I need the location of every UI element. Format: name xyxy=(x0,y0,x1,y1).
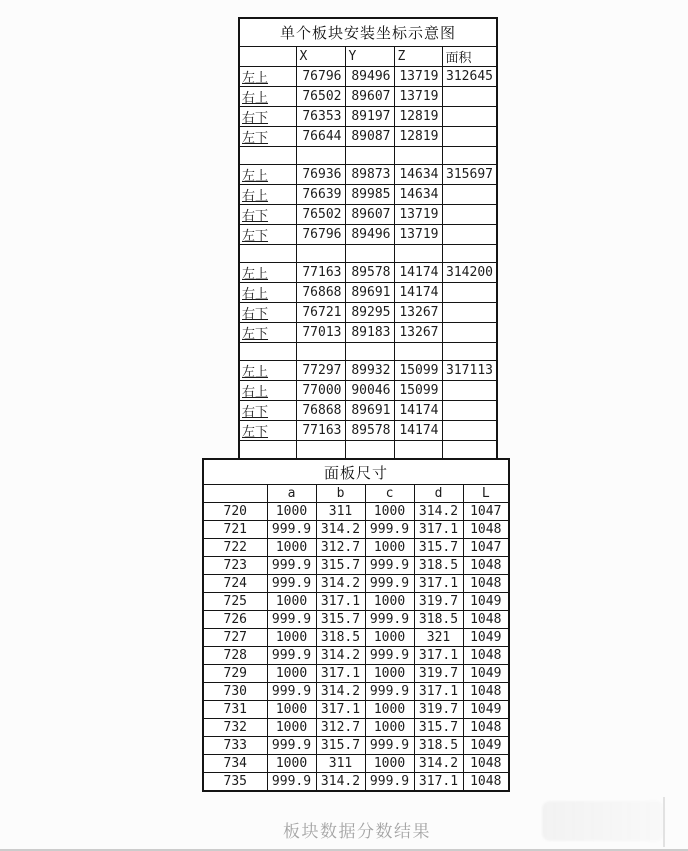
empty-cell xyxy=(394,245,442,263)
coord-x: 76868 xyxy=(296,401,345,421)
coord-z: 14174 xyxy=(394,401,442,421)
panel-d: 317.1 xyxy=(414,773,463,791)
panel-row xyxy=(203,719,509,737)
corner-label: 右上 xyxy=(239,381,296,401)
panel-b: 318.5 xyxy=(316,629,365,647)
panel-id: 726 xyxy=(203,611,267,629)
panel-d: 315.7 xyxy=(414,719,463,737)
panel-c: 1000 xyxy=(365,503,414,521)
coord-z: 14634 xyxy=(394,185,442,205)
panel-id: 724 xyxy=(203,575,267,593)
coord-x: 77297 xyxy=(296,361,345,381)
empty-cell xyxy=(345,147,394,165)
coord-row xyxy=(239,165,497,185)
panel-d: 318.5 xyxy=(414,611,463,629)
panel-d: 318.5 xyxy=(414,557,463,575)
panel-c: 999.9 xyxy=(365,683,414,701)
panel-a: 999.9 xyxy=(267,737,316,755)
coord-row xyxy=(239,303,497,323)
coord-y: 89691 xyxy=(345,283,394,303)
panel-a: 999.9 xyxy=(267,521,316,539)
panel-a: 1000 xyxy=(267,719,316,737)
panel-b: 314.2 xyxy=(316,683,365,701)
empty-cell xyxy=(296,441,345,460)
panel-c: 1000 xyxy=(365,665,414,683)
panel-L: 1048 xyxy=(463,755,509,773)
coord-y: 89873 xyxy=(345,165,394,185)
panel-b: 317.1 xyxy=(316,665,365,683)
empty-cell xyxy=(442,245,497,263)
empty-cell xyxy=(239,147,296,165)
panel-row xyxy=(203,629,509,647)
coord-x: 77163 xyxy=(296,421,345,441)
panel-L: 1049 xyxy=(463,665,509,683)
panel-id: 732 xyxy=(203,719,267,737)
empty-cell xyxy=(345,245,394,263)
panel-id: 731 xyxy=(203,701,267,719)
panel-d: 314.2 xyxy=(414,503,463,521)
coord-y: 89578 xyxy=(345,263,394,283)
coord-x: 76502 xyxy=(296,205,345,225)
coord-z: 12819 xyxy=(394,127,442,147)
panel-row xyxy=(203,611,509,629)
coord-area xyxy=(442,421,497,441)
corner-label: 右上 xyxy=(239,185,296,205)
coord-row xyxy=(239,401,497,421)
panel-b: 314.2 xyxy=(316,773,365,791)
panel-a: 999.9 xyxy=(267,557,316,575)
panel-a: 999.9 xyxy=(267,611,316,629)
coord-row xyxy=(239,67,497,87)
panel-id: 728 xyxy=(203,647,267,665)
panel-d: 315.7 xyxy=(414,539,463,557)
panel-L: 1048 xyxy=(463,773,509,791)
coord-row xyxy=(239,421,497,441)
page-caption: 板块数据分数结果 xyxy=(283,822,431,842)
panel-b: 315.7 xyxy=(316,737,365,755)
coord-y: 90046 xyxy=(345,381,394,401)
coord-table-grid xyxy=(238,17,498,460)
panel-d: 321 xyxy=(414,629,463,647)
panel-L: 1048 xyxy=(463,611,509,629)
panel-L: 1049 xyxy=(463,629,509,647)
coord-area: 317113 xyxy=(442,361,497,381)
coord-y: 89087 xyxy=(345,127,394,147)
panel-row xyxy=(203,701,509,719)
coord-z: 15099 xyxy=(394,381,442,401)
coord-col-header-面积: 面积 xyxy=(442,47,497,67)
coord-y: 89496 xyxy=(345,67,394,87)
panel-row xyxy=(203,593,509,611)
panel-L: 1048 xyxy=(463,575,509,593)
corner-label: 左下 xyxy=(239,127,296,147)
panel-a: 1000 xyxy=(267,755,316,773)
coord-y: 89295 xyxy=(345,303,394,323)
panel-d: 314.2 xyxy=(414,755,463,773)
panel-row xyxy=(203,539,509,557)
coord-y: 89496 xyxy=(345,225,394,245)
panel-a: 999.9 xyxy=(267,773,316,791)
coord-y: 89932 xyxy=(345,361,394,381)
coord-row xyxy=(239,127,497,147)
coord-x: 77013 xyxy=(296,323,345,343)
panel-b: 311 xyxy=(316,755,365,773)
coord-table xyxy=(238,17,498,460)
coord-area: 315697 xyxy=(442,165,497,185)
panel-row xyxy=(203,557,509,575)
coord-z: 13719 xyxy=(394,205,442,225)
panel-a: 999.9 xyxy=(267,647,316,665)
coord-table-title: 单个板块安装坐标示意图 xyxy=(239,18,497,47)
panel-c: 1000 xyxy=(365,539,414,557)
panel-a: 999.9 xyxy=(267,683,316,701)
panel-L: 1048 xyxy=(463,683,509,701)
panel-col-header-L: L xyxy=(463,485,509,503)
panel-b: 314.2 xyxy=(316,521,365,539)
coord-row xyxy=(239,185,497,205)
coord-area xyxy=(442,323,497,343)
empty-cell xyxy=(442,441,497,460)
panel-id: 721 xyxy=(203,521,267,539)
panel-c: 1000 xyxy=(365,755,414,773)
empty-cell xyxy=(394,343,442,361)
coord-x: 76353 xyxy=(296,107,345,127)
coord-z: 13719 xyxy=(394,87,442,107)
panel-c: 1000 xyxy=(365,719,414,737)
coord-z: 13267 xyxy=(394,323,442,343)
coord-row xyxy=(239,107,497,127)
panel-b: 317.1 xyxy=(316,593,365,611)
panel-id: 733 xyxy=(203,737,267,755)
panel-id: 722 xyxy=(203,539,267,557)
panel-id: 734 xyxy=(203,755,267,773)
coord-row xyxy=(239,205,497,225)
panel-row xyxy=(203,575,509,593)
corner-label: 左上 xyxy=(239,67,296,87)
watermark-divider xyxy=(663,797,665,847)
panel-d: 317.1 xyxy=(414,683,463,701)
coord-row xyxy=(239,283,497,303)
empty-cell xyxy=(394,441,442,460)
empty-cell xyxy=(239,441,296,460)
panel-d: 317.1 xyxy=(414,575,463,593)
panel-L: 1049 xyxy=(463,701,509,719)
panel-table-header-row xyxy=(203,485,509,503)
watermark-logo xyxy=(542,801,664,841)
coord-x: 76796 xyxy=(296,225,345,245)
corner-label: 左上 xyxy=(239,263,296,283)
spacer-row xyxy=(239,343,497,361)
coord-z: 15099 xyxy=(394,361,442,381)
panel-c: 1000 xyxy=(365,593,414,611)
empty-cell xyxy=(394,147,442,165)
coord-col-header-blank xyxy=(239,47,296,67)
coord-y: 89985 xyxy=(345,185,394,205)
panel-c: 999.9 xyxy=(365,773,414,791)
coord-area xyxy=(442,225,497,245)
coord-area xyxy=(442,185,497,205)
panel-row xyxy=(203,773,509,791)
coord-area: 314200 xyxy=(442,263,497,283)
panel-col-header-a: a xyxy=(267,485,316,503)
coord-z: 14174 xyxy=(394,283,442,303)
corner-label: 右上 xyxy=(239,283,296,303)
coord-x: 77000 xyxy=(296,381,345,401)
coord-z: 14634 xyxy=(394,165,442,185)
spacer-row xyxy=(239,441,497,460)
panel-id: 723 xyxy=(203,557,267,575)
panel-col-header-b: b xyxy=(316,485,365,503)
spacer-row xyxy=(239,147,497,165)
panel-L: 1047 xyxy=(463,503,509,521)
coord-area xyxy=(442,381,497,401)
corner-label: 左上 xyxy=(239,361,296,381)
coord-x: 76721 xyxy=(296,303,345,323)
panel-row xyxy=(203,503,509,521)
panel-c: 1000 xyxy=(365,629,414,647)
coord-row xyxy=(239,263,497,283)
panel-L: 1048 xyxy=(463,719,509,737)
coord-row xyxy=(239,381,497,401)
panel-c: 1000 xyxy=(365,701,414,719)
coord-area: 312645 xyxy=(442,67,497,87)
panel-id: 720 xyxy=(203,503,267,521)
coord-area xyxy=(442,127,497,147)
panel-d: 317.1 xyxy=(414,647,463,665)
coord-area xyxy=(442,303,497,323)
coord-x: 76639 xyxy=(296,185,345,205)
panel-c: 999.9 xyxy=(365,737,414,755)
coord-y: 89197 xyxy=(345,107,394,127)
panel-row xyxy=(203,755,509,773)
coord-z: 14174 xyxy=(394,421,442,441)
panel-c: 999.9 xyxy=(365,575,414,593)
coord-area xyxy=(442,283,497,303)
empty-cell xyxy=(345,441,394,460)
panel-c: 999.9 xyxy=(365,611,414,629)
corner-label: 左下 xyxy=(239,421,296,441)
panel-d: 318.5 xyxy=(414,737,463,755)
coord-area xyxy=(442,107,497,127)
coord-row xyxy=(239,87,497,107)
corner-label: 左下 xyxy=(239,225,296,245)
panel-row xyxy=(203,683,509,701)
coord-x: 76644 xyxy=(296,127,345,147)
panel-a: 1000 xyxy=(267,593,316,611)
empty-cell xyxy=(442,343,497,361)
panel-b: 315.7 xyxy=(316,557,365,575)
panel-row xyxy=(203,665,509,683)
panel-col-header-c: c xyxy=(365,485,414,503)
coord-z: 14174 xyxy=(394,263,442,283)
coord-y: 89578 xyxy=(345,421,394,441)
panel-a: 1000 xyxy=(267,539,316,557)
panel-col-header-d: d xyxy=(414,485,463,503)
coord-x: 76936 xyxy=(296,165,345,185)
panel-L: 1048 xyxy=(463,647,509,665)
panel-b: 312.7 xyxy=(316,719,365,737)
coord-y: 89183 xyxy=(345,323,394,343)
panel-b: 314.2 xyxy=(316,575,365,593)
coord-x: 76796 xyxy=(296,67,345,87)
coord-x: 76502 xyxy=(296,87,345,107)
panel-row xyxy=(203,647,509,665)
panel-id: 730 xyxy=(203,683,267,701)
panel-L: 1048 xyxy=(463,557,509,575)
panel-d: 319.7 xyxy=(414,701,463,719)
panel-d: 319.7 xyxy=(414,665,463,683)
coord-table-title-row xyxy=(239,18,497,47)
panel-id: 729 xyxy=(203,665,267,683)
panel-a: 1000 xyxy=(267,665,316,683)
corner-label: 右下 xyxy=(239,107,296,127)
coord-row xyxy=(239,225,497,245)
panel-id: 735 xyxy=(203,773,267,791)
panel-L: 1047 xyxy=(463,539,509,557)
coord-x: 77163 xyxy=(296,263,345,283)
panel-row xyxy=(203,521,509,539)
corner-label: 右上 xyxy=(239,87,296,107)
panel-a: 1000 xyxy=(267,503,316,521)
panel-table-title: 面板尺寸 xyxy=(203,459,509,485)
panel-L: 1048 xyxy=(463,521,509,539)
panel-b: 317.1 xyxy=(316,701,365,719)
panel-row xyxy=(203,737,509,755)
corner-label: 右下 xyxy=(239,205,296,225)
corner-label: 右下 xyxy=(239,303,296,323)
coord-y: 89607 xyxy=(345,205,394,225)
panel-b: 314.2 xyxy=(316,647,365,665)
panel-id: 725 xyxy=(203,593,267,611)
empty-cell xyxy=(296,245,345,263)
empty-cell xyxy=(239,343,296,361)
coord-area xyxy=(442,87,497,107)
panel-id: 727 xyxy=(203,629,267,647)
coord-row xyxy=(239,361,497,381)
panel-c: 999.9 xyxy=(365,647,414,665)
coord-z: 13267 xyxy=(394,303,442,323)
panel-a: 1000 xyxy=(267,629,316,647)
empty-cell xyxy=(239,245,296,263)
coord-y: 89607 xyxy=(345,87,394,107)
coord-z: 13719 xyxy=(394,225,442,245)
coord-y: 89691 xyxy=(345,401,394,421)
panel-table-grid xyxy=(202,458,510,792)
panel-table xyxy=(202,458,510,792)
panel-b: 315.7 xyxy=(316,611,365,629)
panel-L: 1049 xyxy=(463,593,509,611)
coord-col-header-Y: Y xyxy=(345,47,394,67)
panel-b: 311 xyxy=(316,503,365,521)
coord-row xyxy=(239,323,497,343)
panel-a: 999.9 xyxy=(267,575,316,593)
empty-cell xyxy=(296,343,345,361)
coord-table-header-row xyxy=(239,47,497,67)
corner-label: 右下 xyxy=(239,401,296,421)
panel-col-header-blank xyxy=(203,485,267,503)
panel-d: 319.7 xyxy=(414,593,463,611)
spacer-row xyxy=(239,245,497,263)
coord-col-header-X: X xyxy=(296,47,345,67)
panel-a: 1000 xyxy=(267,701,316,719)
panel-c: 999.9 xyxy=(365,521,414,539)
empty-cell xyxy=(442,147,497,165)
corner-label: 左上 xyxy=(239,165,296,185)
panel-L: 1049 xyxy=(463,737,509,755)
coord-area xyxy=(442,401,497,421)
empty-cell xyxy=(296,147,345,165)
coord-z: 13719 xyxy=(394,67,442,87)
panel-table-title-row xyxy=(203,459,509,485)
coord-z: 12819 xyxy=(394,107,442,127)
coord-col-header-Z: Z xyxy=(394,47,442,67)
coord-area xyxy=(442,205,497,225)
coord-x: 76868 xyxy=(296,283,345,303)
panel-b: 312.7 xyxy=(316,539,365,557)
panel-c: 999.9 xyxy=(365,557,414,575)
empty-cell xyxy=(345,343,394,361)
panel-d: 317.1 xyxy=(414,521,463,539)
corner-label: 左下 xyxy=(239,323,296,343)
